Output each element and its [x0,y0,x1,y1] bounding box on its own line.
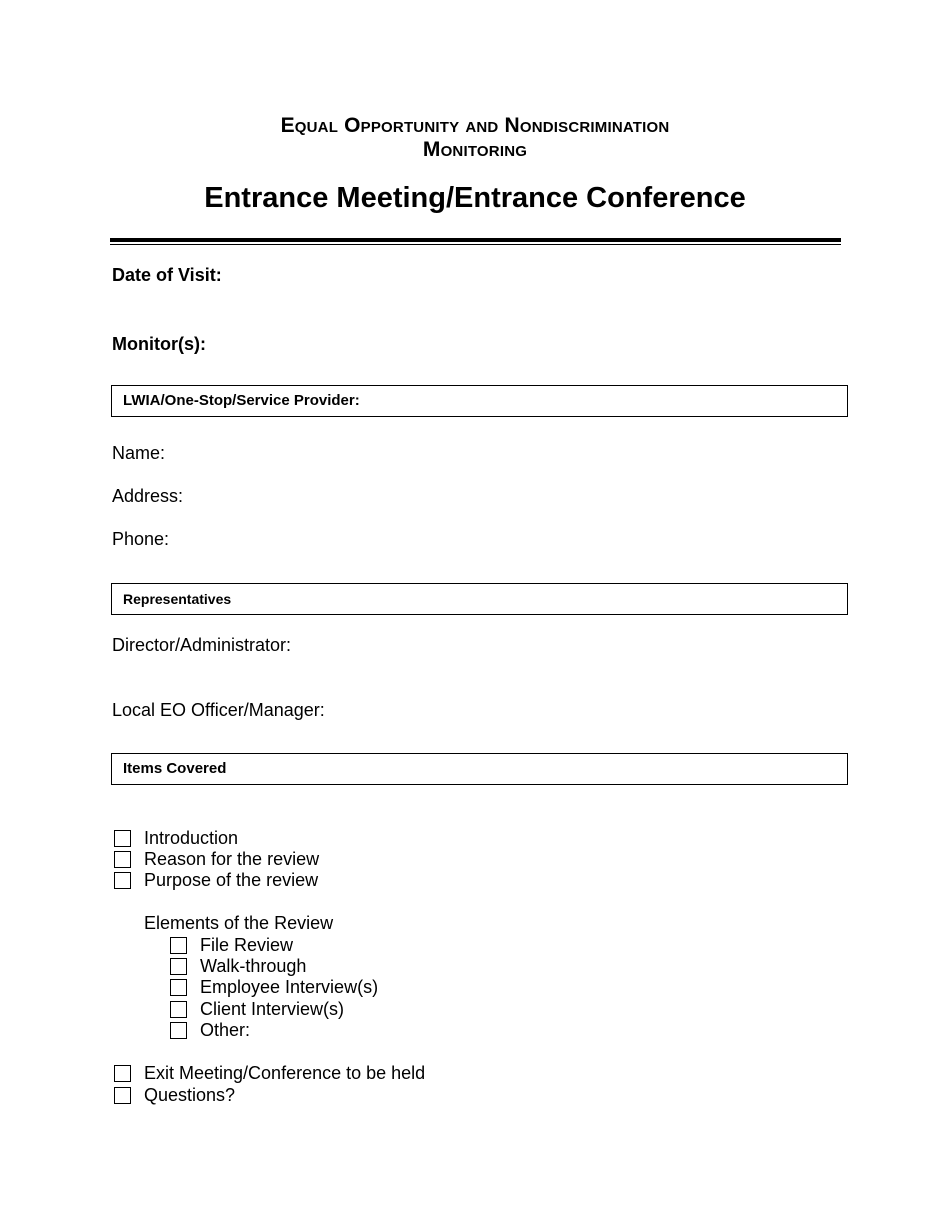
element-item-employee-interviews[interactable] [170,977,378,997]
element-item-file-review[interactable] [170,935,293,955]
monitors-label: Monitor(s): [112,334,206,354]
checkbox[interactable] [114,830,131,847]
checkbox[interactable] [114,1087,131,1104]
items-covered-section-header [111,753,848,785]
title-rule-thin [110,244,841,245]
checkbox[interactable] [170,1022,187,1039]
checklist-item-reason[interactable] [114,849,319,869]
phone-label: Phone: [112,529,170,549]
director-label: Director/Administrator: [112,635,292,655]
element-item-walk-through[interactable] [170,956,306,976]
address-label: Address: [112,486,184,506]
element-item-label: Employee Interview(s) [200,977,379,997]
elements-heading: Elements of the Review [144,913,334,933]
element-item-label: File Review [200,935,294,955]
checklist-item-purpose[interactable] [114,870,318,890]
name-label: Name: [112,443,166,463]
title-rule-thick [110,238,841,242]
provider-section-title: LWIA/One-Stop/Service Provider: [123,392,360,409]
checklist-item-label: Exit Meeting/Conference to be held [144,1063,426,1083]
element-item-other[interactable] [170,1020,250,1040]
provider-section-header [111,385,848,417]
checkbox[interactable] [170,937,187,954]
element-item-label: Other: [200,1020,251,1040]
items-covered-section-title: Items Covered [123,760,227,777]
checkbox[interactable] [114,851,131,868]
checkbox[interactable] [114,1065,131,1082]
element-item-client-interviews[interactable] [170,999,344,1019]
date-of-visit-label: Date of Visit: [112,265,222,285]
checklist-item-label: Reason for the review [144,849,320,869]
checkbox[interactable] [170,958,187,975]
checklist-item-exit-meeting[interactable] [114,1063,425,1083]
element-item-label: Client Interview(s) [200,999,345,1019]
eo-title-line1: Equal Opportunity and Nondiscrimination [280,114,670,137]
checkbox[interactable] [170,979,187,996]
checkbox[interactable] [114,872,131,889]
eo-title-line2: Monitoring [422,138,528,161]
page-title: Entrance Meeting/Entrance Conference [204,182,746,214]
checklist-item-label: Introduction [144,828,239,848]
checklist-item-label: Questions? [144,1085,236,1105]
checklist-item-questions[interactable] [114,1085,235,1105]
element-item-label: Walk-through [200,956,307,976]
checkbox[interactable] [170,1001,187,1018]
representatives-section-title: Representatives [123,591,232,607]
representatives-section-header [111,583,848,615]
checklist-item-label: Purpose of the review [144,870,319,890]
checklist-item-introduction[interactable] [114,828,238,848]
eo-officer-label: Local EO Officer/Manager: [112,700,325,720]
